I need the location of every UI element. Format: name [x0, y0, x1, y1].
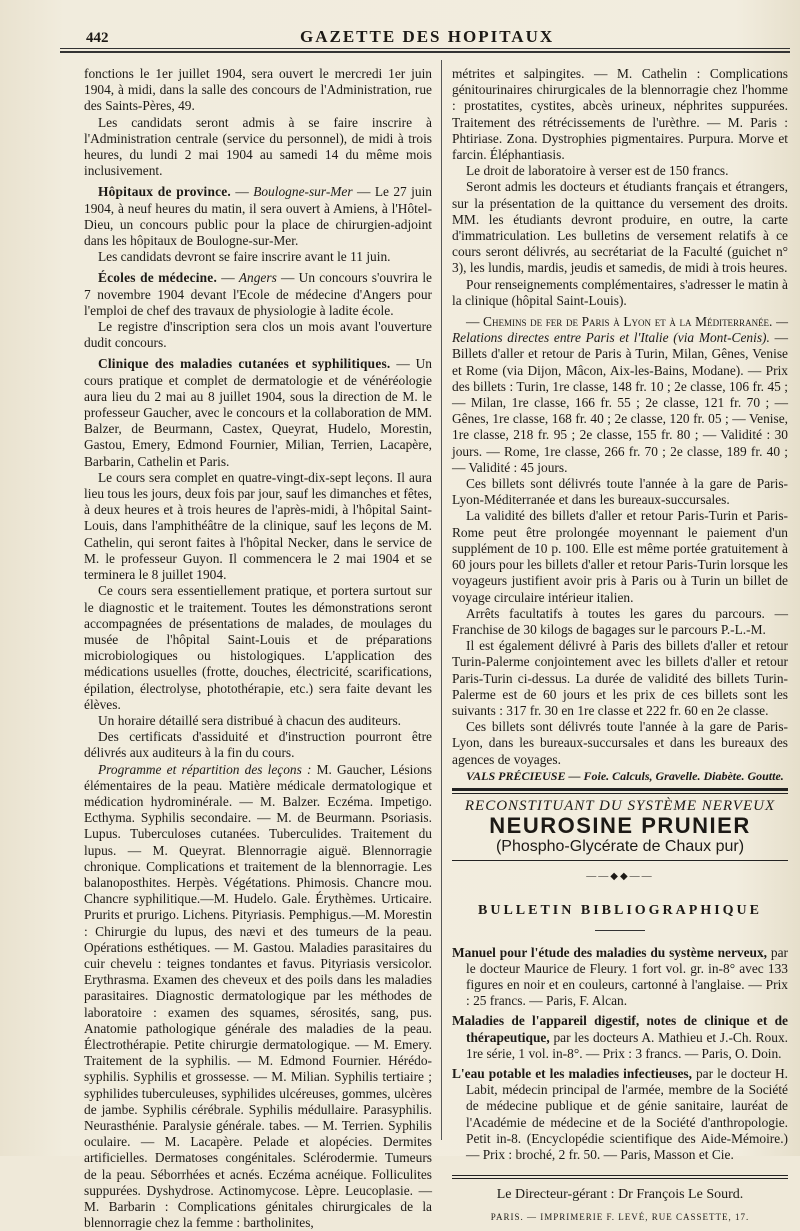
bib-title: L'eau potable et les maladies infectieuses,	[452, 1065, 692, 1081]
paragraph: métrites et salpingites. — M. Cathelin : Complications génitourinaires chirurgicales de la blennorragie chez l'homme : prostatites, cystites, abcès urineux, néphrites suppurées. Traitement des rétrécissements de l'urèthre. — M. Paris : Phtiriase. Zona. Dystrophies pigmentaires. Purpura. Morve et farcin. Éléphantiasis.	[452, 66, 788, 163]
subheading: — Relations directes entre Paris et l'Italie (via Mont-Cenis).	[452, 314, 788, 346]
header-rule	[60, 48, 790, 49]
bib-title: Maladies de l'appareil digestif, notes de clinique et de thérapeutique,	[452, 1013, 788, 1045]
paragraph: Les candidats devront se faire inscrire avant le 11 juin.	[98, 249, 391, 265]
place-name: Angers	[238, 270, 277, 286]
advertisement-tagline: RECONSTITUANT DU SYSTÈME NERVEUX	[464, 797, 776, 814]
paragraph: fonctions le 1er juillet 1904, sera ouvert le mercredi 1er juin 1904, à midi, dans la salle des concours de l'Administration, rue des Saints-Pères, 49.	[84, 66, 432, 114]
footer-rule	[452, 1175, 788, 1179]
bib-details: par les docteurs A. Mathieu et J.-Ch. Roux. 1re série, 1 vol. in-8°. — Prix : 3 francs. — Paris, O. Doin.	[466, 1029, 788, 1061]
paragraph: Ces billets sont délivrés toute l'année à la gare de Paris-Lyon-Méditerranée et dans les bureaux-succursales.	[452, 476, 788, 508]
bibliography-list	[452, 945, 788, 1164]
journal-title: GAZETTE DES HOPITAUX	[300, 27, 555, 46]
ornament-divider: ——◆◆——	[586, 871, 654, 883]
bib-details: par le docteur H. Labit, médecin principal de l'armée, membre de la Société de médecine publique et de génie sanitaire, lauréat de l'Académie de médecine et de la Société d'anthropologie. Petit in-8. (Encyclopédie scientifique des Aide-Mémoire.) — Prix : broché, 2 fr. 50. — Paris, Masson et Cie.	[466, 1065, 788, 1162]
item-text: — Le 27 juin 1904, à neuf heures du matin, il sera ouvert à Amiens, à l'Hôtel-Dieu, un concours public pour la place de chirurgien-adjoint dans les hôpitaux de Boulogne-sur-Mer.	[84, 184, 432, 249]
ad-rule	[452, 788, 788, 791]
news-item: Écoles de médecine. — Angers — Un concours s'ouvrira le 7 novembre 1904 devant l'Ecole de médecine d'Angers pour l'emploi de chef des travaux de physiologie à ladite école.	[84, 270, 432, 318]
header-rule-thick	[60, 51, 790, 53]
item-text: M. Gaucher, Lésions élémentaires de la peau. Matière médicale dermatologique et médication hydrominérale. — M. Balzer. Eczéma. Impetigo. Ecthyma. Syphilis secondaire. — M. de Beurmann. Psoriasis. Lupus. Tuberculoses cutanées. Tuberculides. Traitement du lupus. — M. Queyrat. Blennorragie aiguë. Blennorragie chronique. Complications et traitement de la blennorragie. Les balanoposthites. Herpès. Végétations. Phimosis. Chancre mou. Chancre syphilitique.—M. Hudelo. Gale. Érythèmes. Urticaire. Prurits et prurigo. Lichens. Pityriasis. Pemphigus.—M. Morestin : Chirurgie du lupus, des nævi et des tumeurs de la peau. Opérations esthétiques. — M. Gastou. Maladies parasitaires du cuir chevelu : teignes tondantes et favus. Pityriasis versicolor. Erythrasma. Examen des cheveux et des poils dans les maladies parasitaires. Diagnostic dermatologique par les méthodes de laboratoire : examen des squames, sérosités, sang, pus. Anatomie pathologique générale des maladies de la peau. Électrothérapie. Petite chirurgie dermatologique. — M. Emery. Traitement de la syphilis. — M. Edmond Fournier. Hérédo-syphilis. Syphilis et grossesse. — M. Milian. Syphilis tertiaire ; syphilides tuberculeuses, syphilides ulcéreuses, gommes, ulcères de jambe. Syphilis cérébrale. Syphilis médullaire. Parasyphilis. Neurasthénie. Paralysie générale. tabes. — M. Terrien. Syphilis oculaire. — M. Lacapère. Pelade et alopécies. Dermites artificielles. Dermatoses congénitales. Sclérodermie. Tumeurs de la peau. Séborrhées et acnés. Eczéma acnéique. Folliculites suppurées. Dyshydrose. Actinomycose. Lèpre. Leucoplasie. — M. Barbarin : Complications génitales chirurgicales de la blennorragie chez la femme : bartholinites,	[84, 761, 432, 1231]
bib-details: par le docteur Maurice de Fleury. 1 fort vol. gr. in-8° avec 133 figures en noir et en couleurs, cartonné à l'anglaise. — Prix : 25 francs. — Paris, F. Alcan.	[466, 944, 788, 1009]
section-heading: Hôpitaux de province.	[98, 184, 231, 200]
paragraph: Des certificats d'assiduité et d'instruction pourront être délivrés aux auditeurs à la fin du cours.	[84, 729, 432, 761]
paragraph: Seront admis les docteurs et étudiants français et étrangers, sur la présentation de la quittance du versement des droits. MM. les étudiants devront produire, en outre, la carte d'immatriculation. Les bulletins de versement relatifs à ce cours seront délivrés, au secrétariat de la Faculté (guichet n° 3), les lundis, mardis, jeudis et samedis, de midi à trois heures.	[452, 179, 788, 276]
paragraph: Les candidats seront admis à se faire inscrire à l'Administration centrale (service du personnel), de midi à trois heures, du lundi 2 mai 1904 au samedi 14 du même mois inclusivement.	[84, 114, 432, 179]
news-item	[84, 762, 432, 1231]
program-heading: Programme et répartition des leçons :	[98, 761, 312, 777]
advertisement-product: NEUROSINE PRUNIER	[489, 813, 751, 839]
news-item: Hôpitaux de province. — Boulogne-sur-Mer — Le 27 juin 1904, à neuf heures du matin, il sera ouvert à Amiens, à l'Hôtel-Dieu, un concours public pour la place de chirurgien-adjoint dans les hôpitaux de Boulogne-sur-Mer.	[84, 184, 432, 249]
paragraph: La validité des billets d'aller et retour Paris-Turin et Paris-Rome peut être prolongée moyennant le paiement d'un supplément de 10 p. 100. Elle est même portée gratuitement à 60 jours pour les billets d'aller et retour Paris-Turin lorsque les voyageurs justifient avoir pris à Paris ou à Turin un billet de voyage circulaire intérieur italien.	[452, 508, 788, 605]
paragraph: Arrêts facultatifs à toutes les gares du parcours. — Franchise de 30 kilogs de bagages sur le parcours P.-L.-M.	[452, 605, 788, 637]
bib-title: Manuel pour l'étude des maladies du système nerveux,	[452, 944, 768, 960]
item-text: — Un concours s'ouvrira le 7 novembre 1904 devant l'Ecole de médecine d'Angers pour l'emploi de chef des travaux de physiologie à ladite école.	[84, 270, 432, 318]
place-name: Boulogne-sur-Mer	[253, 184, 353, 200]
section-heading: Écoles de médecine.	[98, 270, 217, 286]
item-text: — Billets d'aller et retour de Paris à Turin, Milan, Gênes, Venise et Rome (via Dijon, Mâcon, Aix-les-Bains, Modane). — Prix des billets : Turin, 1re classe, 148 fr. 10 ; 2e classe, 106 fr. 45 ; — Milan, 1re classe, 166 fr. 55 ; 2e classe, 121 fr. 70 ; — Gênes, 1re classe, 168 fr. 40 ; 2e classe, 120 fr. 05 ; — Venise, 1re classe, 218 fr. 95 ; 2e classe, 155 fr. 80 ; — Validité : 30 jours. — Rome, 1re classe, 266 fr. 70 ; 2e classe, 189 fr. 40 ; — Validité : 45 jours.	[452, 330, 788, 475]
right-column	[452, 66, 788, 1226]
ad-rule-thin	[452, 793, 788, 794]
section-heading: Clinique des maladies cutanées et syphilitiques.	[98, 356, 391, 372]
printer-imprint: PARIS. — IMPRIMERIE F. LEVÉ, RUE CASSETTE, 17.	[490, 1212, 750, 1223]
paragraph: Un horaire détaillé sera distribué à chacun des auditeurs.	[98, 712, 402, 728]
director-line: Le Directeur-gérant : Dr François Le Sourd.	[496, 1187, 744, 1203]
ad-rule-bottom	[452, 860, 788, 861]
paragraph: Le cours sera complet en quatre-vingt-dix-sept leçons. Il aura lieu tous les jours, deux fois par jour, sauf les dimanches et fêtes, à deux heures et à trois heures de l'après-midi, à l'hôpital Saint-Louis, dans l'amphithéâtre de la clinique, sauf les leçons de M. Cathelin, qui seront faites à l'hôpital Necker, dans le service de M. le professeur Guyon. Il commencera le 2 mai 1904 et se terminera le 8 juillet 1904.	[84, 469, 432, 583]
paragraph: Ce cours sera essentiellement pratique, et portera surtout sur le diagnostic et le traitement. Toutes les démonstrations seront accompagnées de présentations de malades, de moulages du musée de l'hôpital Saint-Louis et de préparations microbiologiques ou histologiques. L'application des médications usuelles (frotte, douches, électricité, scarifications, épilation, électrolyse, photothérapie, etc.) sera faite devant les élèves.	[84, 583, 432, 712]
paragraph: Le registre d'inscription sera clos un mois avant l'ouverture dudit concours.	[84, 319, 432, 351]
item-text: — Un cours pratique et complet de dermatologie et de vénéréologie aura lieu du 2 mai au 8 juillet 1904, sous la direction de M. le professeur Gaucher, avec le concours et la collaboration de MM. Balzer, de Beurmann, Castex, Queyrat, Hudelo, Morestin, Gastou, Emery, Edmond Fournier, Milian, Terrien, Lacapère, Barbarin, Cathelin et Paris.	[84, 356, 432, 469]
news-item	[452, 314, 788, 476]
bib-entry	[452, 945, 788, 1010]
page-number: 442	[86, 30, 109, 46]
news-item	[84, 356, 432, 469]
section-heading: — Chemins de fer de Paris à Lyon et à la Méditerranée.	[466, 314, 773, 330]
paragraph: Pour renseignements complémentaires, s'adresser le matin à la clinique (hôpital Saint-Louis).	[452, 276, 788, 308]
paragraph: Il est également délivré à Paris des billets d'aller et retour Turin-Palerme conjointement avec les billets d'aller et retour Paris-Turin ci-dessus. La durée de validité des billets Turin-Palerme est de 60 jours et les prix de ces billets sont les suivants : 317 fr. 30 en 1re classe et 222 fr. 60 en 2e classe.	[452, 638, 788, 718]
bibliography-title: BULLETIN BIBLIOGRAPHIQUE	[478, 903, 762, 919]
paragraph: Le droit de laboratoire à verser est de 150 francs.	[466, 163, 729, 179]
short-rule	[595, 930, 645, 931]
advertisement-vals: VALS PRÉCIEUSE — Foie. Calculs, Gravelle. Diabète. Goutte.	[466, 768, 784, 783]
bib-entry	[452, 1066, 788, 1163]
advertisement-subtitle: (Phospho-Glycérate de Chaux pur)	[495, 838, 745, 856]
bib-entry	[452, 1013, 788, 1062]
column-divider	[441, 60, 442, 1140]
paragraph: Ces billets sont délivrés toute l'année à la gare de Paris-Lyon, dans les bureaux-succursales et dans les bureaux des agences de voyages.	[452, 719, 788, 767]
left-column	[84, 66, 432, 1231]
